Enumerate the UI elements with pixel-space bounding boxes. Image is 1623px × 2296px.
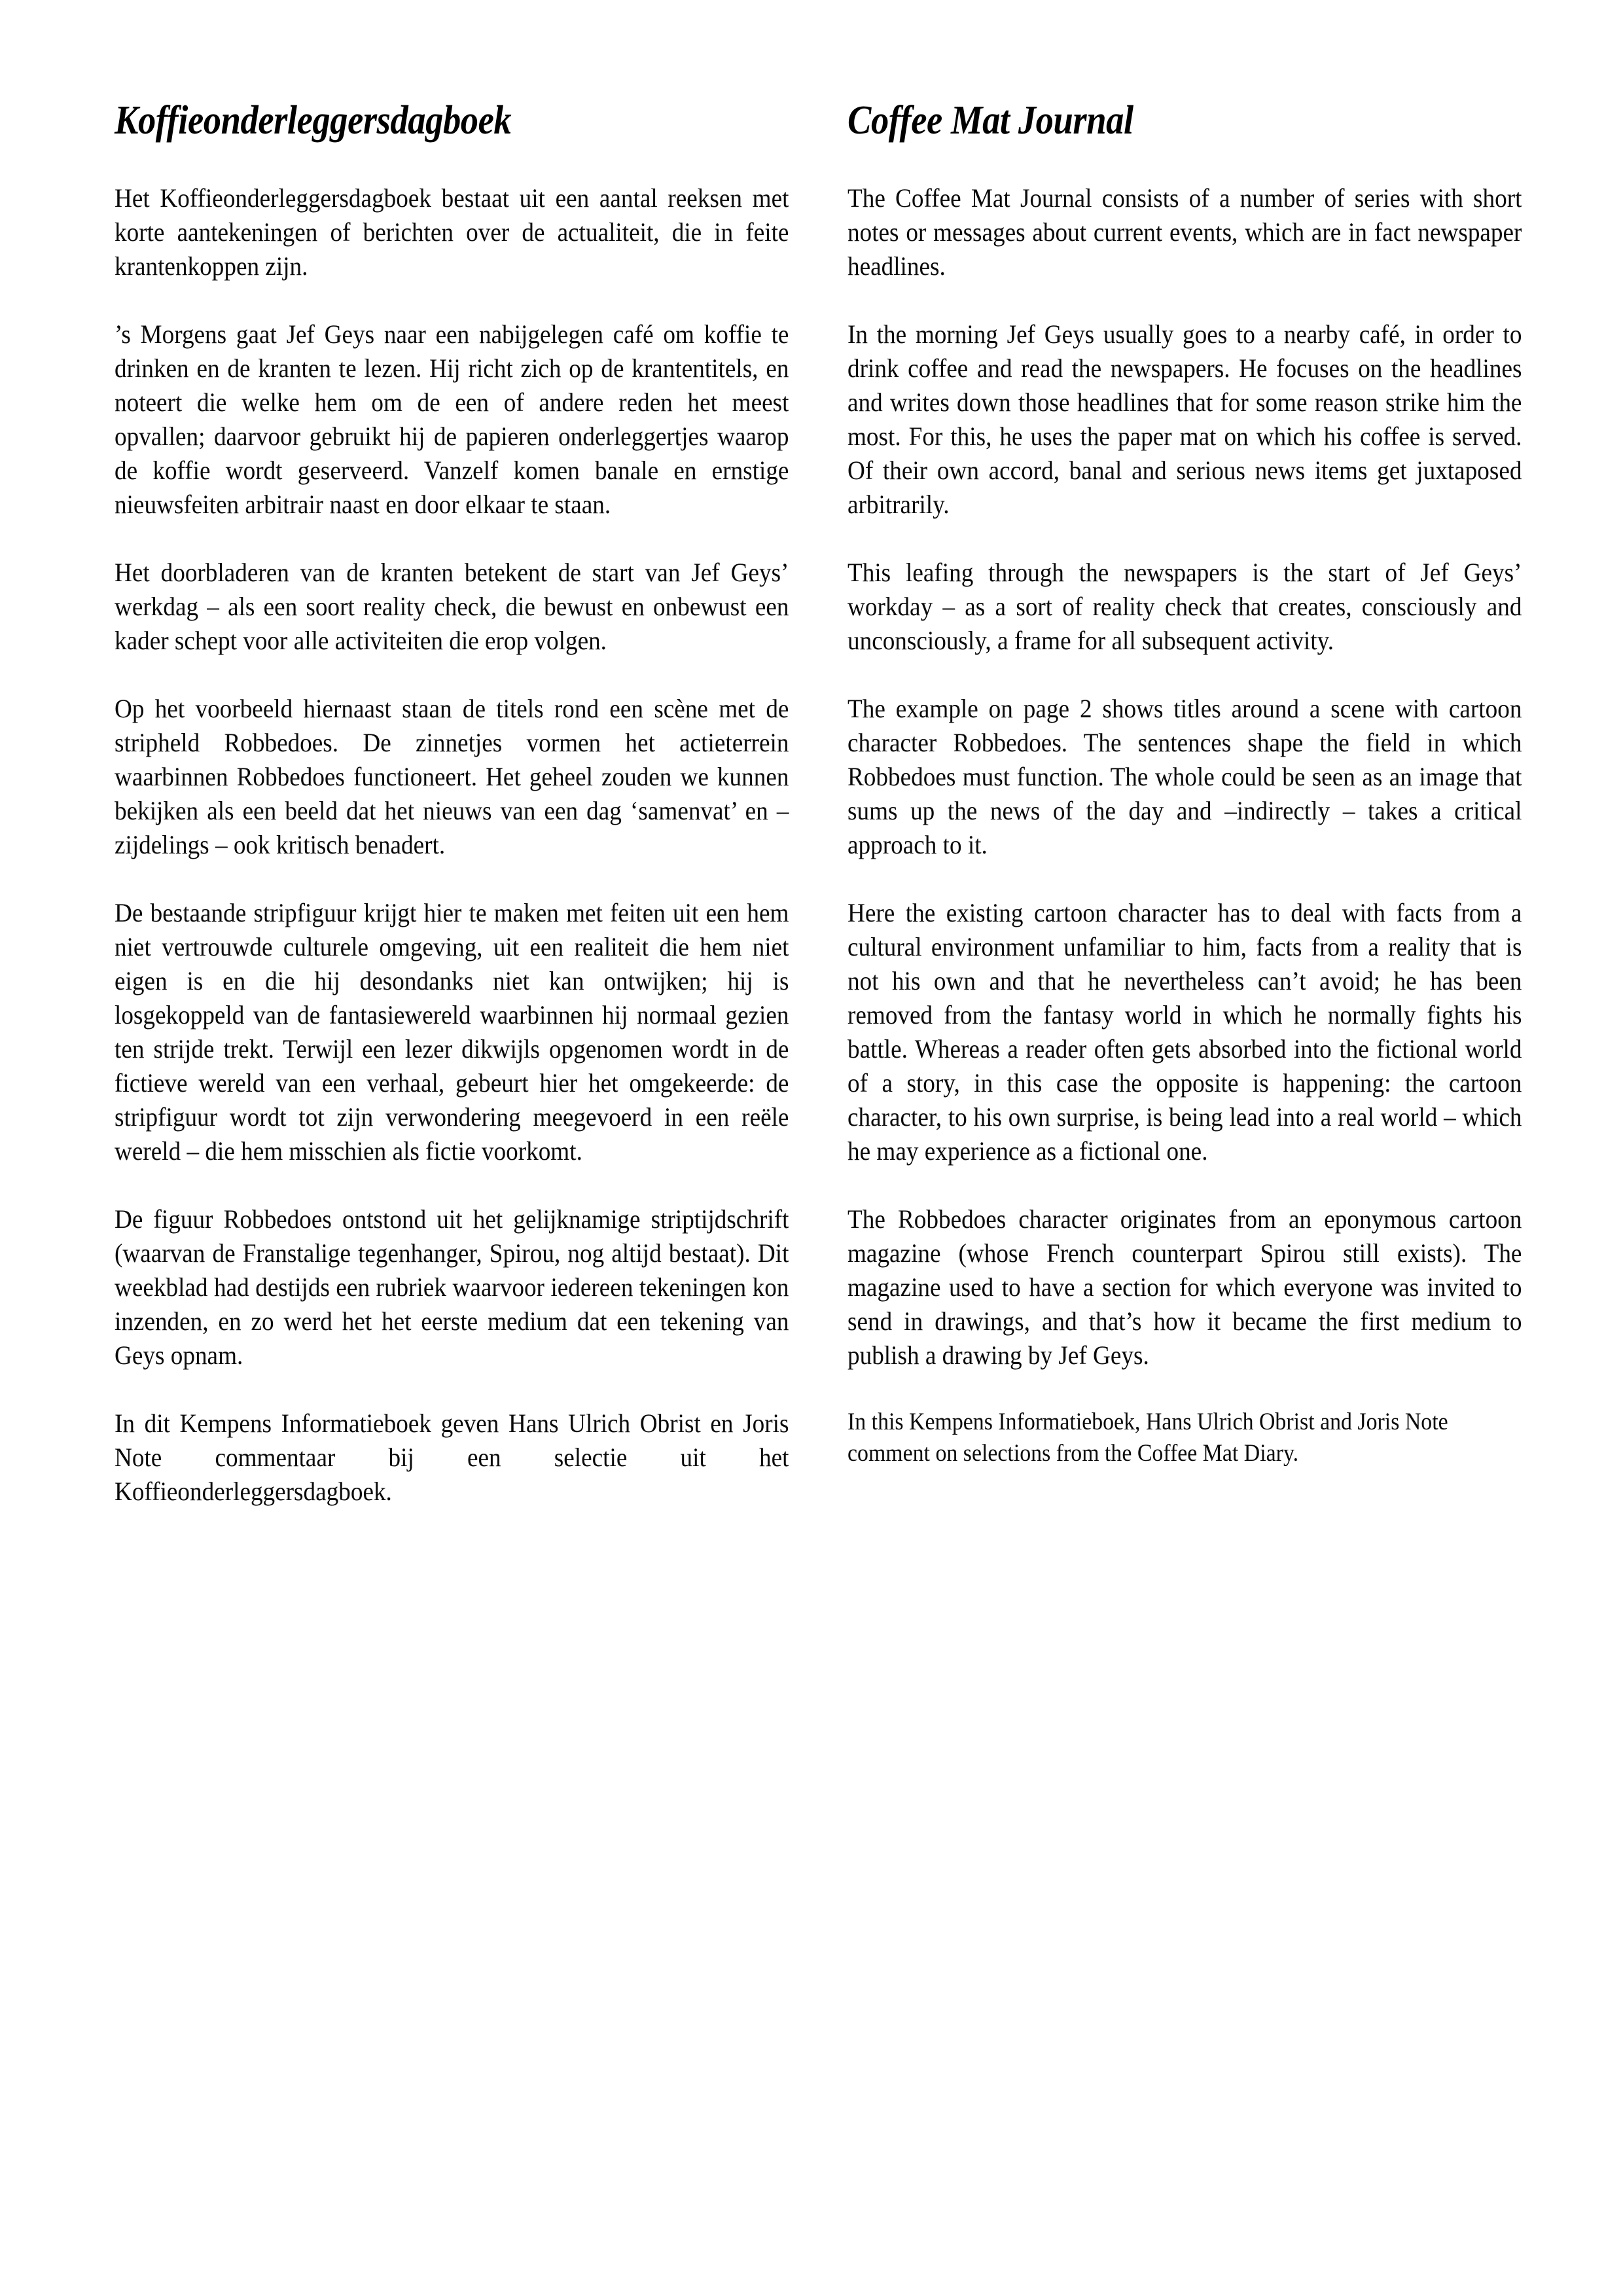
paragraph: Het Koffieonderleggersdagboek bestaat uit een aantal reeksen met korte aantekeningen of berichten over de actualiteit, die in feite krantenkoppen zijn. xyxy=(115,183,789,281)
paragraph-credit: In this Kempens Informatieboek, Hans Ulrich Obrist and Joris Note comment on selections from the Coffee Mat Diary. xyxy=(847,1408,1448,1467)
paragraph: The Robbedoes character originates from an eponymous cartoon magazine (whose French counterpart Spirou still exists). The magazine used to have a section for which everyone was invited to send in drawings, and that’s how it became the first medium to publish a drawing by Jef Geys. xyxy=(847,1204,1522,1371)
paragraph: ’s Morgens gaat Jef Geys naar een nabijgelegen café om koffie te drinken en de kranten te lezen. Hij richt zich op de krantentitels, en noteert die welke hem om de een of andere reden het meest opvallen; daarvoor gebruikt hij de papieren onderleggertjes waarop de koffie wordt geserveerd. Vanzelf komen banale en ernstige nieuwsfeiten arbitrair naast en door elkaar te staan. xyxy=(115,319,789,520)
paragraph: This leafing through the newspapers is the start of Jef Geys’ workday – as a sort of reality check that creates, consciously and unconsciously, a frame for all subsequent activity. xyxy=(847,558,1522,656)
paragraph: De figuur Robbedoes ontstond uit het gelijknamige striptijdschrift (waarvan de Franstalige tegenhanger, Spirou, nog altijd bestaat). Dit weekblad had destijds een rubriek waarvoor iedereen tekeningen kon inzenden, en zo werd het het eerste medium dat een tekening van Geys opnam. xyxy=(115,1204,789,1371)
paragraph: In the morning Jef Geys usually goes to a nearby café, in order to drink coffee and read the newspapers. He focuses on the headlines and writes down those headlines that for some reason strike him the most. For this, he uses the paper mat on which his coffee is served. Of their own accord, banal and serious news items get juxtaposed arbitrarily. xyxy=(847,319,1522,520)
paragraph: Op het voorbeeld hiernaast staan de titels rond een scène met de stripheld Robbedoes. De zinnetjes vormen het actieterrein waarbinnen Robbedoes functioneert. Het geheel zouden we kunnen bekijken als een beeld dat het nieuws van een dag ‘samenvat’ en – zijdelings – ook kritisch benadert. xyxy=(115,694,789,860)
column-english xyxy=(847,98,1522,1469)
page-title-dutch: Koffieonderleggersdagboek xyxy=(115,98,512,143)
paragraph: The Coffee Mat Journal consists of a number of series with short notes or messages about current events, which are in fact newspaper headlines. xyxy=(847,183,1522,281)
paragraph: Here the existing cartoon character has to deal with facts from a cultural environment unfamiliar to him, facts from a reality that is not his own and that he nevertheless can’t avoid; he has been removed from the fantasy world in which he normally fights his battle. Whereas a reader often gets absorbed into the fictional world of a story, in this case the opposite is happening: the cartoon character, to his own surprise, is being lead into a real world – which he may experience as a fictional one. xyxy=(847,898,1522,1166)
two-column-layout xyxy=(115,98,1522,1509)
paragraph: The example on page 2 shows titles around a scene with cartoon character Robbedoes. The sentences shape the field in which Robbedoes must function. The whole could be seen as an image that sums up the news of the day and –indirectly – takes a critical approach to it. xyxy=(847,694,1522,860)
paragraph: Het doorbladeren van de kranten betekent de start van Jef Geys’ werkdag – als een soort reality check, die bewust en onbewust een kader schept voor alle activiteiten die erop volgen. xyxy=(115,558,789,656)
column-dutch xyxy=(115,98,789,1509)
paragraph: De bestaande stripfiguur krijgt hier te maken met feiten uit een hem niet vertrouwde culturele omgeving, uit een realiteit die hem niet eigen is en die hij desondanks niet kan ontwijken; hij is losgekoppeld van de fantasiewereld waarbinnen hij normaal gezien ten strijde trekt. Terwijl een lezer dikwijls opgenomen wordt in de fictieve wereld van een verhaal, gebeurt hier het omgekeerde: de stripfiguur wordt tot zijn verwondering meegevoerd in een reële wereld – die hem misschien als fictie voorkomt. xyxy=(115,898,789,1166)
page-title-english: Coffee Mat Journal xyxy=(847,98,1133,143)
paragraph-credit: In dit Kempens Informatieboek geven Hans Ulrich Obrist en Joris Note commentaar bij een selectie uit het Koffieonderleggersdagboek. xyxy=(115,1408,789,1507)
